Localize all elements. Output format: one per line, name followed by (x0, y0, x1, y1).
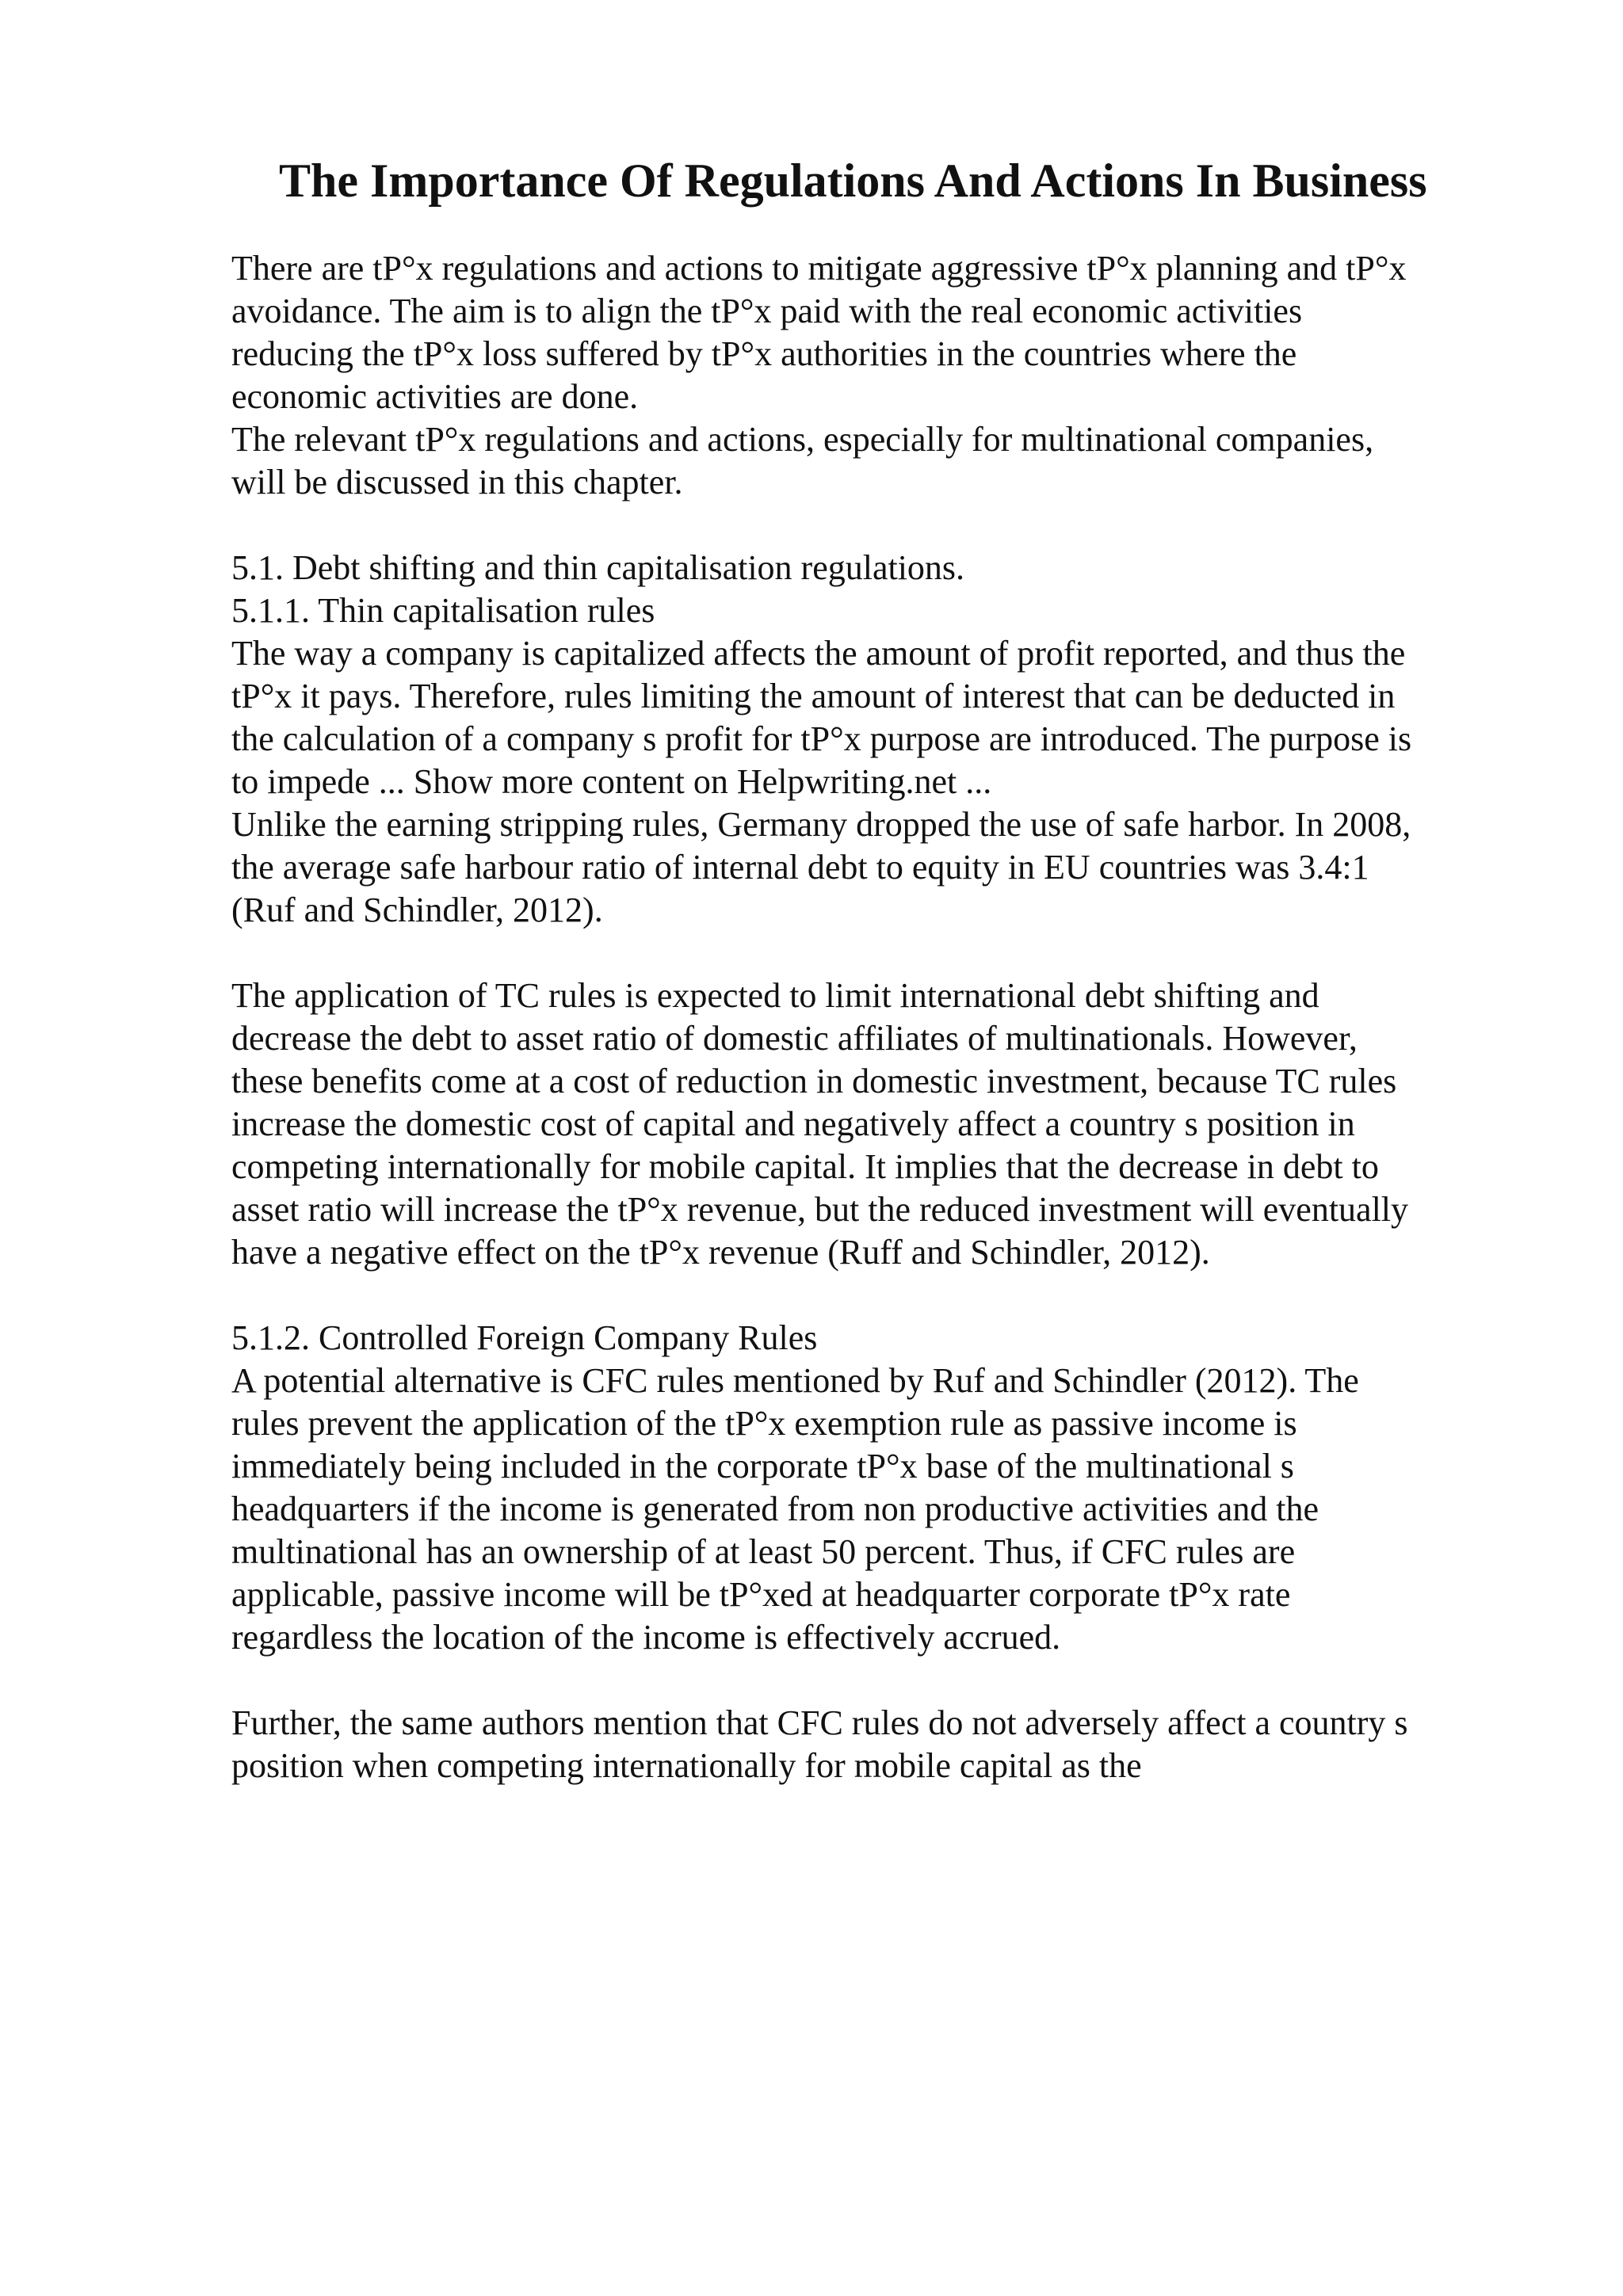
text-line: increase the domestic cost of capital and negatively affect a country s position in (231, 1104, 1355, 1143)
text-line: the calculation of a company s profit for tP°x purpose are introduced. The purpose is (231, 719, 1412, 758)
text-line: competing internationally for mobile capital. It implies that the decrease in debt to (231, 1147, 1379, 1186)
document-title: The Importance Of Regulations And Actions In Business (279, 154, 1427, 207)
text-line: 5.1.1. Thin capitalisation rules (231, 591, 655, 630)
text-line: avoidance. The aim is to align the tP°x paid with the real economic activities (231, 292, 1303, 330)
text-line: 5.1. Debt shifting and thin capitalisation regulations. (231, 548, 965, 587)
document-body (231, 247, 1499, 1787)
text-line: economic activities are done. (231, 377, 639, 416)
text-line: immediately being included in the corporate tP°x base of the multinational s (231, 1447, 1294, 1486)
text-line: tP°x it pays. Therefore, rules limiting the amount of interest that can be deducted in (231, 677, 1396, 715)
text-line: will be discussed in this chapter. (231, 463, 683, 502)
text-line: 5.1.2. Controlled Foreign Company Rules (231, 1318, 818, 1357)
text-line: A potential alternative is CFC rules mentioned by Ruf and Schindler (2012). The (231, 1361, 1359, 1400)
text-line: asset ratio will increase the tP°x revenue, but the reduced investment will eventually (231, 1190, 1409, 1229)
text-line: There are tP°x regulations and actions to mitigate aggressive tP°x planning and tP°x (231, 249, 1407, 288)
text-line: position when competing internationally for mobile capital as the (231, 1746, 1142, 1785)
text-line: rules prevent the application of the tP°x exemption rule as passive income is (231, 1404, 1297, 1443)
paragraph-gap (231, 1659, 1499, 1702)
paragraph-gap (231, 932, 1499, 974)
text-line: multinational has an ownership of at least 50 percent. Thus, if CFC rules are (231, 1532, 1296, 1571)
text-line: headquarters if the income is generated from non productive activities and the (231, 1489, 1319, 1528)
text-line: these benefits come at a cost of reduction in domestic investment, because TC rules (231, 1062, 1397, 1100)
paragraph-gap (231, 1274, 1499, 1317)
text-line: (Ruf and Schindler, 2012). (231, 891, 603, 929)
text-line: Unlike the earning stripping rules, Germany dropped the use of safe harbor. In 2008, (231, 805, 1411, 844)
text-line: applicable, passive income will be tP°xed at headquarter corporate tP°x rate (231, 1575, 1291, 1614)
text-line: Further, the same authors mention that CFC rules do not adversely affect a country s (231, 1703, 1408, 1742)
paragraph-gap (231, 504, 1499, 547)
text-line: The relevant tP°x regulations and actions, especially for multinational companies, (231, 420, 1374, 459)
text-line: The way a company is capitalized affects the amount of profit reported, and thus the (231, 634, 1406, 673)
text-line: decrease the debt to asset ratio of domestic affiliates of multinationals. However, (231, 1019, 1358, 1058)
text-line: reducing the tP°x loss suffered by tP°x authorities in the countries where the (231, 334, 1297, 373)
text-line: regardless the location of the income is effectively accrued. (231, 1618, 1061, 1657)
text-line: The application of TC rules is expected to limit international debt shifting and (231, 976, 1319, 1015)
text-line: the average safe harbour ratio of internal debt to equity in EU countries was 3.4:1 (231, 848, 1369, 887)
text-line: have a negative effect on the tP°x revenue (Ruff and Schindler, 2012). (231, 1233, 1210, 1272)
text-line: to impede ... Show more content on Helpwriting.net ... (231, 762, 992, 801)
